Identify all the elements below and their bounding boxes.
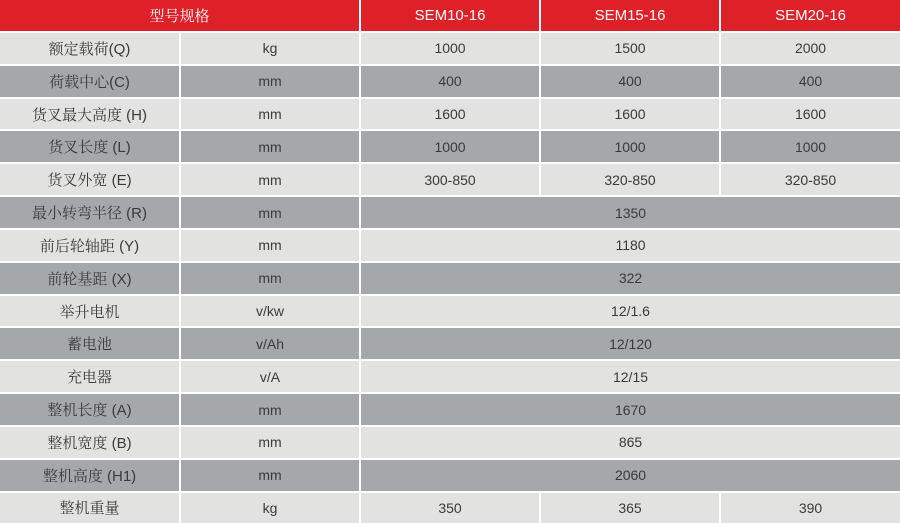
unit-cell: kg (180, 492, 360, 523)
value-cell: 350 (360, 492, 540, 523)
param-label-cell: 货叉外宽 (E) (0, 163, 180, 196)
value-cell: 365 (540, 492, 720, 523)
table-row (0, 393, 900, 426)
param-label-cell: 额定载荷(Q) (0, 32, 180, 65)
value-cell: 1000 (720, 130, 900, 163)
table-row (0, 163, 900, 196)
param-label-cell: 整机长度 (A) (0, 393, 180, 426)
model-header-sem20-16: SEM20-16 (720, 0, 900, 32)
value-cell: 1000 (540, 130, 720, 163)
value-cell: 300-850 (360, 163, 540, 196)
unit-cell: mm (180, 163, 360, 196)
value-cell: 1000 (360, 32, 540, 65)
table-row (0, 98, 900, 131)
table-row (0, 459, 900, 492)
value-cell-merged: 12/120 (360, 327, 900, 360)
unit-cell: v/Ah (180, 327, 360, 360)
param-label-cell: 货叉最大高度 (H) (0, 98, 180, 131)
value-cell: 1600 (540, 98, 720, 131)
unit-cell: mm (180, 459, 360, 492)
spec-table-body (0, 32, 900, 523)
table-row (0, 65, 900, 98)
table-row (0, 327, 900, 360)
value-cell: 1600 (720, 98, 900, 131)
value-cell: 1500 (540, 32, 720, 65)
value-cell: 400 (720, 65, 900, 98)
table-row (0, 492, 900, 523)
table-row (0, 130, 900, 163)
unit-cell: v/A (180, 360, 360, 393)
param-label-cell: 荷载中心(C) (0, 65, 180, 98)
param-label-cell: 整机宽度 (B) (0, 426, 180, 459)
value-cell-merged: 1670 (360, 393, 900, 426)
unit-cell: kg (180, 32, 360, 65)
unit-cell: v/kw (180, 295, 360, 328)
param-label-cell: 前轮基距 (X) (0, 262, 180, 295)
spec-header-cell: 型号规格 (0, 0, 360, 32)
unit-cell: mm (180, 98, 360, 131)
header-row (0, 0, 900, 32)
param-label-cell: 蓄电池 (0, 327, 180, 360)
value-cell-merged: 12/1.6 (360, 295, 900, 328)
unit-cell: mm (180, 130, 360, 163)
param-label-cell: 前后轮轴距 (Y) (0, 229, 180, 262)
unit-cell: mm (180, 262, 360, 295)
value-cell-merged: 1180 (360, 229, 900, 262)
unit-cell: mm (180, 65, 360, 98)
param-label-cell: 货叉长度 (L) (0, 130, 180, 163)
value-cell: 400 (360, 65, 540, 98)
value-cell: 1600 (360, 98, 540, 131)
value-cell: 1000 (360, 130, 540, 163)
value-cell: 390 (720, 492, 900, 523)
table-row (0, 360, 900, 393)
value-cell-merged: 12/15 (360, 360, 900, 393)
param-label-cell: 整机高度 (H1) (0, 459, 180, 492)
table-row (0, 196, 900, 229)
table-row (0, 32, 900, 65)
table-row (0, 295, 900, 328)
param-label-cell: 整机重量 (0, 492, 180, 523)
unit-cell: mm (180, 426, 360, 459)
table-row (0, 426, 900, 459)
value-cell: 320-850 (720, 163, 900, 196)
value-cell: 2000 (720, 32, 900, 65)
param-label-cell: 最小转弯半径 (R) (0, 196, 180, 229)
unit-cell: mm (180, 393, 360, 426)
value-cell-merged: 865 (360, 426, 900, 459)
param-label-cell: 充电器 (0, 360, 180, 393)
table-row (0, 262, 900, 295)
unit-cell: mm (180, 229, 360, 262)
value-cell: 320-850 (540, 163, 720, 196)
table-row (0, 229, 900, 262)
value-cell-merged: 1350 (360, 196, 900, 229)
param-label-cell: 举升电机 (0, 295, 180, 328)
value-cell-merged: 2060 (360, 459, 900, 492)
value-cell-merged: 322 (360, 262, 900, 295)
unit-cell: mm (180, 196, 360, 229)
value-cell: 400 (540, 65, 720, 98)
model-header-sem10-16: SEM10-16 (360, 0, 540, 32)
model-header-sem15-16: SEM15-16 (540, 0, 720, 32)
